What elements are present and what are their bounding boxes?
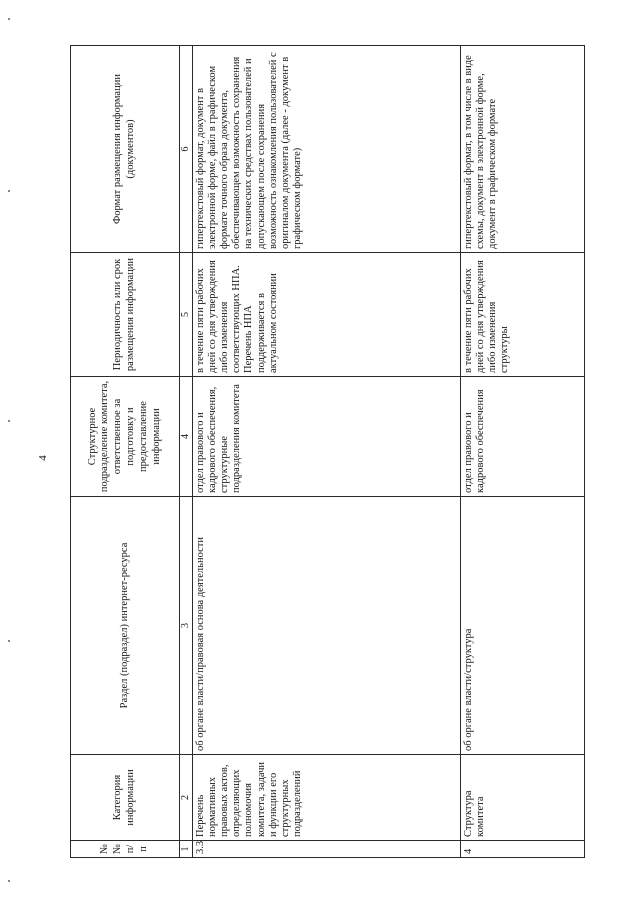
rotated-table-container bbox=[70, 46, 585, 858]
column-numbers-row bbox=[180, 46, 193, 858]
page-number: 4 bbox=[36, 455, 49, 461]
row-period: в течение пяти рабочих дней со дня утверждения либо изменения структуры bbox=[461, 253, 585, 377]
table-row bbox=[193, 46, 461, 858]
row-category: Перечень нормативных правовых актов, определяющих полномочия комитета, задачи и функции его структурных подразделений bbox=[193, 755, 461, 841]
row-section: об органе власти/правовая основа деятельности bbox=[193, 497, 461, 755]
header-period: Периодичность или срок размещения информации bbox=[71, 253, 180, 377]
scan-artifact bbox=[8, 420, 10, 422]
scan-artifact bbox=[8, 190, 10, 192]
scan-artifact bbox=[8, 18, 10, 20]
column-number: 3 bbox=[180, 497, 193, 755]
header-number: №№ п/п bbox=[71, 841, 180, 858]
row-format: гипертекстовый формат, в том числе в виде схемы, документ в электронной форме, документ в графическом формате bbox=[461, 46, 585, 253]
header-category: Категория информации bbox=[71, 755, 180, 841]
row-category: Структура комитета bbox=[461, 755, 585, 841]
row-format: гипертекстовый формат, документ в электронной форме, файл в графическом формате точного образа документа, обеспечивающем возможность сохранения на технических средствах пользователей и допускающем после сохранения возможность ознакомления пользователей с оригиналом документа (далее - документ в графическом формате) bbox=[193, 46, 461, 253]
column-number: 2 bbox=[180, 755, 193, 841]
row-department: отдел правового и кадрового обеспечения bbox=[461, 377, 585, 497]
row-section: об органе власти/структура bbox=[461, 497, 585, 755]
column-number: 1 bbox=[180, 841, 193, 858]
header-format: Формат размещения информации (документов) bbox=[71, 46, 180, 253]
scan-artifact bbox=[8, 880, 10, 882]
row-number: 4 bbox=[461, 841, 585, 858]
information-disclosure-table bbox=[70, 45, 585, 858]
scan-artifact bbox=[8, 640, 10, 642]
table-row bbox=[461, 46, 585, 858]
column-number: 5 bbox=[180, 253, 193, 377]
header-row bbox=[71, 46, 180, 858]
row-department: отдел правового и кадрового обеспечения, структурные подразделения комитета bbox=[193, 377, 461, 497]
row-period: в течение пяти рабочих дней со дня утверждения либо изменения соответствующих НПА. Перечень НПА поддерживается в актуальном состоянии bbox=[193, 253, 461, 377]
column-number: 6 bbox=[180, 46, 193, 253]
header-department: Структурное подразделение комитета, ответственное за подготовку и предоставление информации bbox=[71, 377, 180, 497]
header-section: Раздел (подраздел) интернет-ресурса bbox=[71, 497, 180, 755]
column-number: 4 bbox=[180, 377, 193, 497]
row-number: 3.3 bbox=[193, 841, 461, 858]
